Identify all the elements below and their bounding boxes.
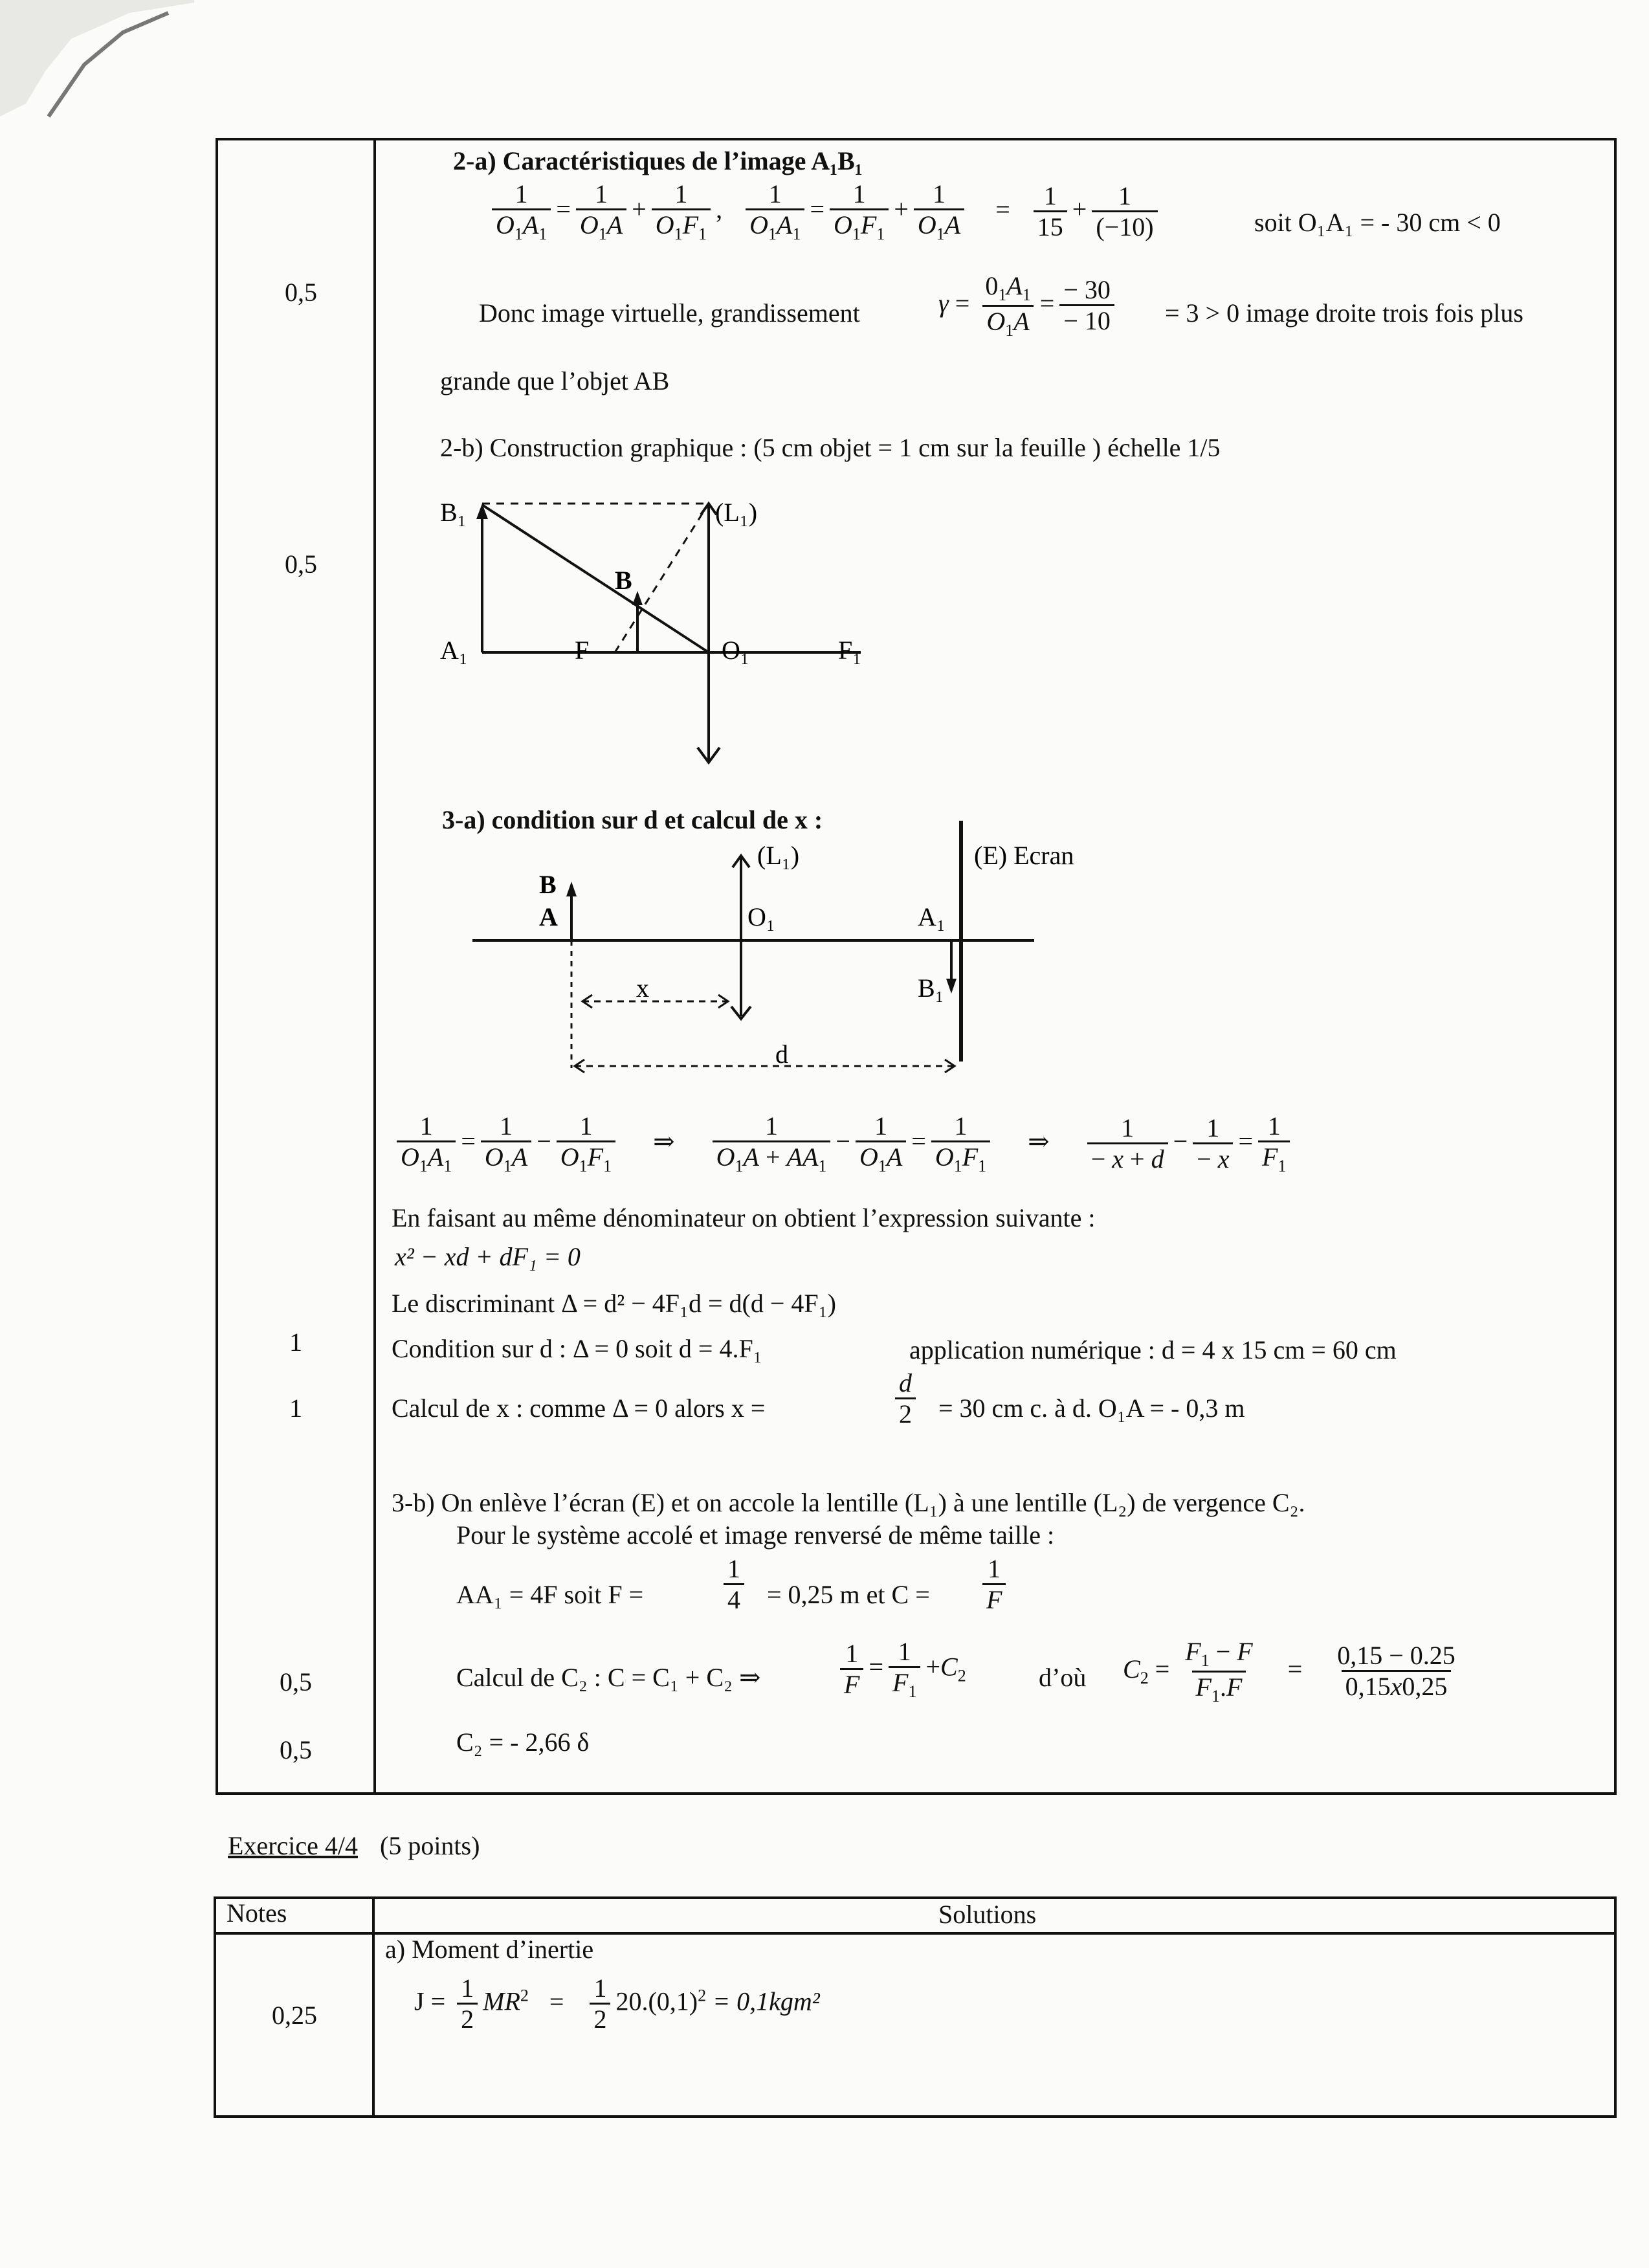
image-b1-3a-arrowhead <box>946 979 957 994</box>
note-3a-calc-x: 1 <box>289 1394 302 1423</box>
text-2a-gamma-result: = 3 > 0 image droite trois fois plus <box>1165 298 1523 328</box>
result-2a-o1a1: soit O₁A₁ = - 30 cm < 0 <box>1254 208 1501 237</box>
label-l1-3a: (L₁) <box>757 841 800 870</box>
text-3a-calc-x-start: Calcul de x : comme Δ = 0 alors x = <box>392 1394 766 1423</box>
label-a-3a: A <box>539 902 558 931</box>
table-2-column-divider <box>372 1896 375 2118</box>
exercise-number: Exercice 4/4 <box>228 1831 358 1860</box>
section-2b-title: 2-b) Construction graphique : (5 cm objet = 1 cm sur la feuille ) échelle 1/5 <box>440 433 1221 462</box>
ray-through-center <box>482 505 709 652</box>
formula-3a-d-over-2: $\frac{d}{2}$ <box>890 1369 921 1429</box>
note-2a: 0,5 <box>285 278 317 307</box>
text-3b-aa1: AA₁ = 4F soit F = <box>456 1580 644 1609</box>
text-3b-line2: Pour le système accolé et image renversé de même taille : <box>456 1520 1055 1550</box>
text-2a-bigger: grande que l’objet AB <box>440 366 670 395</box>
ray-diagram-2b <box>421 485 938 783</box>
label-f: F <box>575 636 590 665</box>
text-4a-subtitle: a) Moment d’inertie <box>385 1935 594 1964</box>
label-o1-3a: O₁ <box>747 902 775 931</box>
label-b-3a: B <box>539 870 557 899</box>
label-f1: F₁ <box>838 636 862 665</box>
page-corner-fold <box>0 0 194 155</box>
formula-4a-inertia: J = $\frac{1}{2}$ $MR^2$ = $\frac{1}{2}$ $20.(0,1)^2 = 0,1kgm^2$ <box>414 1973 820 2034</box>
note-3b-c2: 0,5 <box>280 1667 312 1696</box>
setup-diagram-3a <box>453 809 1133 1094</box>
formula-3b-c2-expression: $C_2$ = $\frac{F_1 - F}{F_1.F}$ = $\frac{0,15 - 0.25}{0,15x0,25}$ <box>1123 1637 1455 1706</box>
inertia-result: = 0,1kgm² <box>713 1986 820 2016</box>
table-2-header-solutions: Solutions <box>938 1900 1037 1929</box>
text-3b-dou: d’où <box>1039 1663 1087 1692</box>
table-1-column-divider <box>373 138 376 1795</box>
formula-2a-lens: $\frac{1}{O_1A_1}$ = $\frac{1}{O_1A}$ + $\frac{1}{O_1F_1}$ , $\frac{1}{O_1A_1}$ = $\frac{1}{O_1F_1}$ + $\frac{1}{O_1A}$ = $\frac{1}{15}$ + $\frac{1}{(-10)}$ <box>487 180 1163 244</box>
note-2b: 0,5 <box>285 550 317 579</box>
text-3a-condition: Condition sur d : Δ = 0 soit d = 4.F₁ <box>392 1334 762 1363</box>
label-b1-3a: B₁ <box>918 973 944 1003</box>
section-3a-title: 3-a) condition sur d et calcul de x : <box>442 805 823 834</box>
label-o1: O₁ <box>722 636 749 665</box>
object-b-3a-arrowhead <box>566 882 577 896</box>
formula-3b-vergence-sum: $\frac{1}{F}$ = $\frac{1}{F_1}$ $+C_2$ <box>835 1638 966 1702</box>
formula-3a-derivation: $\frac{1}{O_1A_1}$ = $\frac{1}{O_1A}$ − $\frac{1}{O_1F_1}$ ⇒ $\frac{1}{O_1A + AA_1}$ − $\frac{1}{O_1A}$ = $\frac{1}{O_1F_1}$ ⇒ $\frac{1}{- x + d}$ − $\frac{1}{- x}$ = $\frac{1}{F_1}$ <box>392 1112 1295 1176</box>
text-3a-same-denominator: En faisant au même dénominateur on obtient l’expression suivante : <box>392 1203 1096 1232</box>
label-l1: (L₁) <box>715 498 758 527</box>
exercise-title <box>228 1830 480 1861</box>
label-x: x <box>636 973 649 1003</box>
text-3a-calc-x-result: = 30 cm c. à d. O₁A = - 0,3 m <box>938 1394 1245 1423</box>
formula-3b-one-quarter: $\frac{1}{4}$ <box>718 1555 749 1615</box>
text-3b-f-value: = 0,25 m et C = <box>767 1580 930 1609</box>
text-3a-numeric-application: application numérique : d = 4 x 15 cm = 60 cm <box>909 1335 1397 1364</box>
formula-2a-gamma: γ = $\frac{0_1A_1}{O_1A}$ = $\frac{- 30}{- 10}$ <box>938 272 1120 340</box>
label-b: B <box>615 566 632 595</box>
section-2a-title: 2-a) Caractéristiques de l’image A₁B₁ <box>453 146 863 175</box>
formula-3a-discriminant: Le discriminant Δ = d² − 4F₁d = d(d − 4F₁) <box>392 1289 836 1318</box>
exercise-points: (5 points) <box>380 1831 480 1860</box>
text-3b-result: C₂ = - 2,66 δ <box>456 1728 590 1757</box>
text-2a-virtual-image: Donc image virtuelle, grandissement <box>479 298 860 328</box>
formula-3a-quadratic: x² − xd + dF₁ = 0 <box>395 1242 581 1271</box>
note-3a-condition: 1 <box>289 1328 302 1357</box>
label-b1: B₁ <box>440 498 467 527</box>
label-screen-e: (E) Ecran <box>974 841 1074 870</box>
note-4a: 0,25 <box>272 2001 317 2030</box>
label-d: d <box>775 1040 788 1069</box>
table-2-header-notes: Notes <box>227 1898 287 1928</box>
formula-3b-c-over-f: $\frac{1}{F}$ <box>977 1555 1011 1615</box>
text-3b-calc-c2: Calcul de C₂ : C = C₁ + C₂ ⇒ <box>456 1663 761 1692</box>
label-a1: A₁ <box>440 636 468 665</box>
label-a1-3a: A₁ <box>918 902 946 931</box>
text-3b-line1: 3-b) On enlève l’écran (E) et on accole la lentille (L₁) à une lentille (L₂) de vergence C₂. <box>392 1488 1305 1517</box>
note-3b-result: 0,5 <box>280 1735 312 1764</box>
